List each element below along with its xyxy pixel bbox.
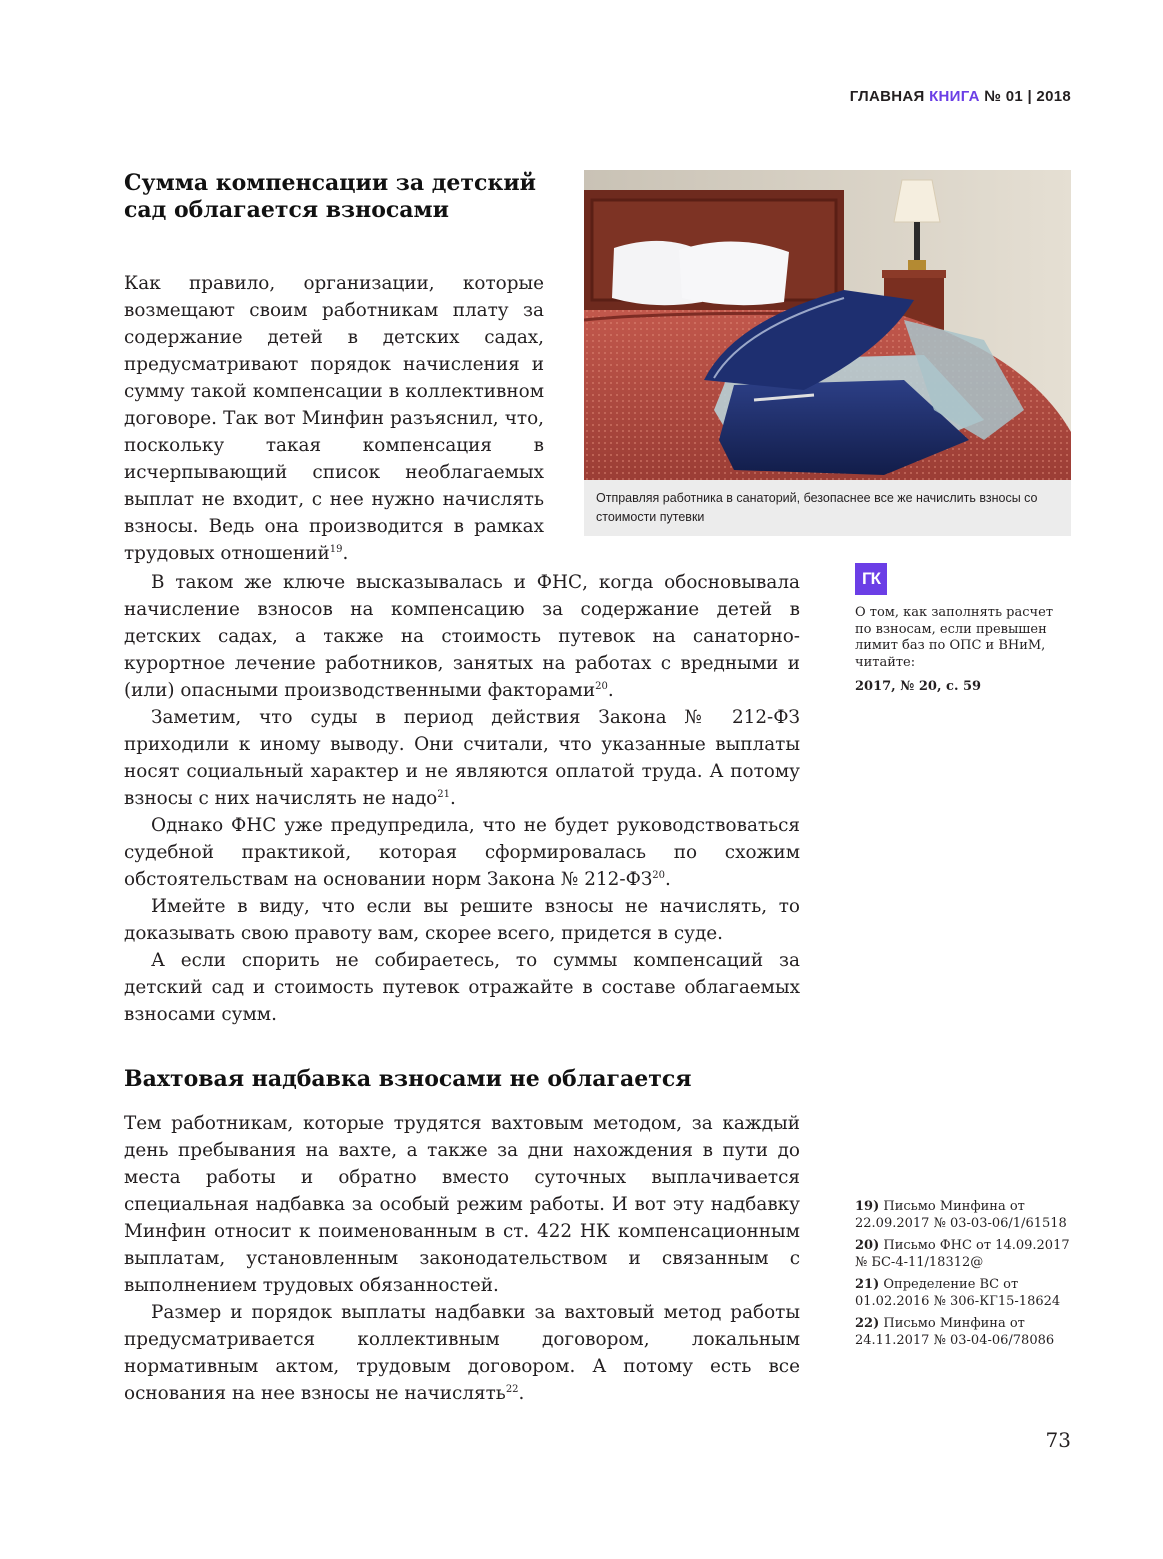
paragraph: Размер и порядок выплаты надбавки за вахтовый метод работы предусматривается коллективным договором, локальным нормативным актом, трудовым договором. А потому есть все основания на нее взносы не начислять$^{22}$. <box>124 1302 800 1404</box>
footnote-ref[interactable]: 19 <box>329 544 343 555</box>
hotel-room-photo <box>584 170 1071 480</box>
footnote-ref[interactable]: 21 <box>437 789 450 800</box>
brand-name: ГЛАВНАЯ <box>849 88 925 105</box>
section2-body <box>124 1110 800 1407</box>
paragraph: Как правило, организации, которые возмещают своим работникам плату за содержание детей в детских садах, предусматривают порядок начисления и сумму такой компенсации в коллективном договоре. Так вот Минфин разъяснил, что, поскольку такая компенсация в исчерпывающий список необлагаемых выплат не входит, с нее нужно начислять взносы. Ведь она производится в рамках трудовых отношений$^{19}$. <box>124 273 544 564</box>
footnote-ref[interactable]: 20 <box>595 681 608 692</box>
brand-accent: КНИГА <box>929 88 980 105</box>
paragraph: В таком же ключе высказывалась и ФНС, когда обосновывала начисление взносов на компенсацию за содержание детей в детских садах, а также на стоимость путевок на санаторно-курортное лечение работников, занятых на работах с вредными и (или) опасными производственными факторами$^{20}$. <box>124 572 800 701</box>
footnote: 20) Письмо ФНС от 14.09.2017 № БС-4-11/18312@ <box>855 1238 1070 1270</box>
paragraph: Имейте в виду, что если вы решите взносы не начислять, то доказывать свою правоту вам, скорее всего, придется в суде. <box>124 896 800 944</box>
footnote: 21) Определение ВС от 01.02.2016 № 306-КГ15-18624 <box>855 1277 1061 1309</box>
footnotes <box>855 1199 1070 1355</box>
section-heading-shift-allowance: Вахтовая надбавка взносами не облагается <box>124 1066 692 1092</box>
paragraph: Заметим, что суды в период действия Закона № 212-ФЗ приходили к иному выводу. Они считали, что указанные выплаты носят социальный характер и не являются оплатой труда. А потому взносы с них начислять не надо$^{21}$. <box>124 707 800 809</box>
section1-intro <box>124 270 544 567</box>
sidebar-issue-link[interactable]: 2017, № 20, с. 59 <box>855 679 982 694</box>
paragraph: Тем работникам, которые трудятся вахтовым методом, за каждый день пребывания на вахте, а также за дни нахождения в пути до места работы и обратно вместо суточных выплачивается специальная надбавка за особый режим работы. И вот эту надбавку Минфин относит к поименованным в ст. 422 НК компенсационным выплатам, установленным законодательством и связанным с выполнением трудовых обязанностей. <box>124 1113 800 1296</box>
paragraph: А если спорить не собираетесь, то суммы компенсаций за детский сад и стоимость путевок отражайте в составе облагаемых взносами сумм. <box>124 950 800 1025</box>
gk-logo-icon: ГК <box>855 563 887 595</box>
section1-body <box>124 569 800 1028</box>
magazine-header <box>850 88 1071 105</box>
sidebar-note-text: О том, как заполнять расчет по взносам, если превышен лимит баз по ОПС и ВНиМ, читайте: <box>855 605 1054 670</box>
footnote: 22) Письмо Минфина от 24.11.2017 № 03-04-06/78086 <box>855 1316 1055 1348</box>
photo-caption: Отправляя работника в санаторий, безопаснее все же начислить взносы со стоимости путевки <box>584 480 1071 536</box>
section-heading-kindergarten: Сумма компенсации за детский сад облагается взносами <box>124 170 536 223</box>
page-number: 73 <box>1045 1428 1071 1452</box>
issue-number: № 01 | 2018 <box>984 88 1071 105</box>
footnote-ref[interactable]: 20 <box>652 870 666 881</box>
paragraph: Однако ФНС уже предупредила, что не будет руководствоваться судебной практикой, которая сформировалась по схожим обстоятельствам на основании норм Закона № 212-ФЗ$^{20}$. <box>124 815 800 890</box>
footnote: 19) Письмо Минфина от 22.09.2017 № 03-03-06/1/61518 <box>855 1199 1067 1231</box>
footnote-ref[interactable]: 22 <box>505 1384 519 1395</box>
sidebar-note <box>855 605 1065 696</box>
